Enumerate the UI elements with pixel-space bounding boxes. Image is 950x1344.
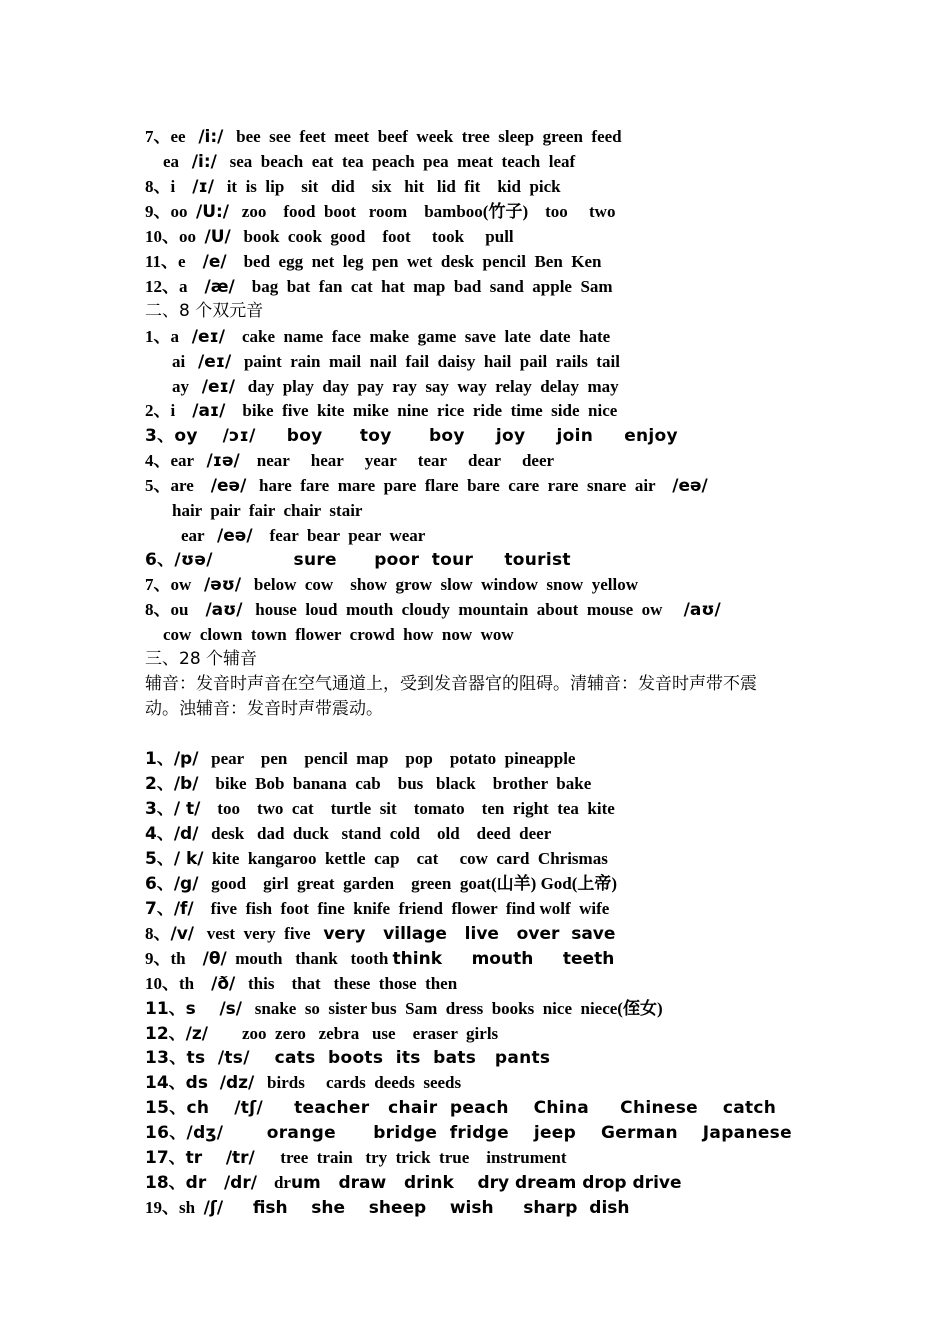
line-text: 8、: [145, 924, 171, 943]
text-line: [145, 1172, 682, 1194]
text-line: [172, 500, 362, 522]
line-text: bed egg net leg pen wet desk pencil Ben Ken: [226, 252, 602, 271]
text-line: [145, 326, 610, 348]
text-line: [145, 748, 575, 770]
text-line: [145, 450, 554, 472]
line-text: mouth thank tooth: [226, 949, 393, 968]
text-line: [145, 475, 708, 497]
phonetic-symbol: /ɪ/: [192, 177, 214, 197]
line-text: bee see feet meet beef week tree sleep green feed: [223, 127, 622, 146]
line-text: 动。浊辅音：发音时声带震动。: [145, 699, 383, 719]
phonetic-symbol: /v/: [170, 924, 194, 944]
line-text: cow clown town flower crowd how now wow: [163, 625, 514, 644]
line-text: 三、28 个辅音: [145, 649, 258, 669]
phonetic-symbol: /i:/: [198, 127, 224, 147]
phonetic-symbol: 1、/p/: [145, 749, 199, 769]
line-text: ay: [172, 377, 202, 396]
line-text: 10、oo: [145, 227, 205, 246]
text-line: [163, 624, 514, 646]
line-text: 7、ee: [145, 127, 199, 146]
line-text: zoo zero zebra use eraser girls: [207, 1024, 499, 1043]
phonetic-symbol: /e/: [202, 252, 227, 272]
phonetic-symbol: /eə/: [210, 476, 247, 496]
text-line: [145, 1097, 776, 1119]
phonetic-symbol: /ʃ/: [203, 1198, 224, 1218]
line-text: birds cards deeds seeds: [254, 1073, 462, 1092]
line-text: [223, 1198, 253, 1217]
text-line: [145, 276, 613, 298]
line-text: 11、e: [145, 252, 203, 271]
line-text: bag bat fan cat hat map bad sand apple Sam: [234, 277, 613, 296]
text-line: [145, 773, 591, 795]
line-text: cake name face make game save late date hate: [224, 327, 611, 346]
text-line: [145, 923, 615, 945]
phonetic-symbol: 17、tr /tr/: [145, 1148, 255, 1168]
phonetic-symbol: /eɪ/: [197, 352, 232, 372]
text-line: [145, 823, 551, 845]
line-text: paint rain mail nail fail daisy hail pail rails tail: [231, 352, 620, 371]
phonetic-symbol: /aʊ/: [683, 600, 721, 620]
line-text: hair pair fair chair stair: [172, 501, 363, 520]
line-text: ear: [181, 526, 218, 545]
line-text: day play day pay ray say way relay delay may: [234, 377, 619, 396]
line-text: 二、8 个双元音: [145, 301, 264, 321]
text-line: [145, 1072, 461, 1094]
line-text: good girl great garden green goat(山羊) God(上帝): [198, 874, 618, 893]
line-text: vest very five: [194, 924, 324, 943]
line-text: 8、ou: [145, 600, 206, 619]
line-text: 12、a: [145, 277, 205, 296]
text-line: [145, 898, 609, 920]
phonetic-symbol: /θ/: [202, 949, 227, 969]
phonetic-symbol: /ɪə/: [206, 451, 240, 471]
line-text: 19、sh: [145, 1198, 204, 1217]
line-text: kite kangaroo kettle cap cat cow card Chrismas: [203, 849, 608, 868]
phonetic-symbol: /æ/: [204, 277, 235, 297]
text-line: [145, 973, 457, 995]
line-text: bike five kite mike nine rice ride time side nice: [225, 401, 618, 420]
text-line: [145, 1122, 792, 1144]
text-line: [145, 948, 614, 970]
phonetic-symbol: 7、/f/: [145, 899, 194, 919]
phonetic-symbol: /U:/: [196, 202, 230, 222]
text-line: [145, 549, 571, 571]
phonetic-symbol: /əʊ/: [204, 575, 242, 595]
text-line: [163, 151, 575, 173]
text-line: [145, 251, 602, 273]
line-text: it is lip sit did six hit lid fit kid pick: [213, 177, 561, 196]
phonetic-symbol: 6、/g/: [145, 874, 199, 894]
text-line: [145, 176, 561, 198]
phonetic-symbol: 12、/z/: [145, 1024, 208, 1044]
text-line: [145, 1147, 567, 1169]
text-line: [145, 1023, 498, 1045]
text-line: [145, 798, 615, 820]
line-text: 5、are: [145, 476, 211, 495]
text-line: [145, 300, 263, 322]
line-text: below cow show grow slow window snow yellow: [241, 575, 638, 594]
line-text: ai: [172, 352, 198, 371]
text-line: [145, 1197, 630, 1219]
line-text: 9、oo: [145, 202, 196, 221]
phonetic-symbol: 2、/b/: [145, 774, 199, 794]
line-text: 9、th: [145, 949, 203, 968]
phonetic-symbol: 4、/d/: [145, 824, 199, 844]
phonetic-symbol: /aɪ/: [192, 401, 226, 421]
text-line: [145, 1047, 550, 1069]
line-text: 8、i: [145, 177, 193, 196]
line-text: desk dad duck stand cold old deed deer: [198, 824, 552, 843]
text-line: [145, 698, 383, 720]
line-text: snake so sister bus Sam dress books nice niece(侄女): [242, 999, 663, 1018]
line-text: hare fare mare pare flare bare care rare snare air: [246, 476, 673, 495]
phonetic-symbol: 11、s /s/: [145, 999, 242, 1019]
text-line: [145, 848, 608, 870]
phonetic-symbol: /aʊ/: [205, 600, 243, 620]
phonetic-symbol: /eɪ/: [191, 327, 225, 347]
phonetic-symbol: fish she sheep wish sharp dish: [252, 1198, 630, 1218]
line-text: pear pen pencil map pop potato pineapple: [198, 749, 576, 768]
line-text: 3、oy /ɔɪ/ boy toy boy joy join enjoy: [145, 426, 678, 446]
line-text: house loud mouth cloudy mountain about mouse ow: [242, 600, 684, 619]
line-text: sea beach eat tea peach pea meat teach leaf: [216, 152, 576, 171]
line-text: fear bear pear wear: [252, 526, 426, 545]
phonetic-symbol: 5、/ k/: [145, 849, 204, 869]
text-line: [145, 873, 617, 895]
phonetic-symbol: um draw drink dry dream drop drive: [290, 1173, 682, 1193]
line-text: bike Bob banana cab bus black brother bake: [198, 774, 592, 793]
line-text: 6、/ʊə/ sure poor tour tourist: [145, 550, 571, 570]
line-text: 1、a: [145, 327, 192, 346]
line-text: ea: [163, 152, 192, 171]
text-line: [145, 400, 617, 422]
text-line: [145, 998, 663, 1020]
text-line: [145, 126, 622, 148]
phonetic-symbol: very village live over save: [323, 924, 616, 944]
line-text: 4、ear: [145, 451, 207, 470]
line-text: 16、/dʒ/ orange bridge fridge jeep German Japanese: [145, 1123, 792, 1143]
line-text: 15、ch /tʃ/ teacher chair peach China Chinese catch: [145, 1098, 777, 1118]
text-line: [145, 648, 257, 670]
text-line: [145, 599, 721, 621]
line-text: 13、ts /ts/ cats boots its bats pants: [145, 1048, 551, 1068]
line-text: dr: [256, 1173, 291, 1192]
phonetic-symbol: /i:/: [191, 152, 217, 172]
line-text: 10、th: [145, 974, 212, 993]
line-text: near hear year tear dear deer: [239, 451, 555, 470]
line-text: zoo food boot room bamboo(竹子) too two: [229, 202, 616, 221]
phonetic-symbol: /eə/: [672, 476, 708, 496]
line-text: 辅音：发音时声音在空气通道上，受到发音器官的阻碍。清辅音：发音时声带不震: [145, 674, 757, 694]
phonetic-symbol: /eɪ/: [201, 377, 235, 397]
line-text: this that these those then: [235, 974, 458, 993]
text-line: [172, 351, 620, 373]
phonetic-symbol: 18、dr /dr/: [145, 1173, 257, 1193]
phonetic-symbol: /U/: [204, 227, 231, 247]
text-line: [145, 226, 514, 248]
line-text: 2、i: [145, 401, 193, 420]
text-line: [145, 673, 757, 695]
phonetic-symbol: think mouth teeth: [392, 949, 615, 969]
text-line: [172, 376, 619, 398]
text-line: [145, 574, 638, 596]
line-text: tree train try trick true instrument: [254, 1148, 567, 1167]
line-text: 7、ow: [145, 575, 205, 594]
text-line: [145, 201, 615, 223]
phonetic-symbol: /ð/: [211, 974, 236, 994]
text-line: [181, 525, 425, 547]
line-text: five fish foot fine knife friend flower find wolf wife: [193, 899, 610, 918]
phonetic-symbol: 14、ds /dz/: [145, 1073, 255, 1093]
text-line: [145, 425, 678, 447]
phonetic-symbol: /eə/: [217, 526, 253, 546]
line-text: too two cat turtle sit tomato ten right tea kite: [200, 799, 615, 818]
line-text: book cook good foot took pull: [230, 227, 514, 246]
phonetic-symbol: 3、/ t/: [145, 799, 201, 819]
